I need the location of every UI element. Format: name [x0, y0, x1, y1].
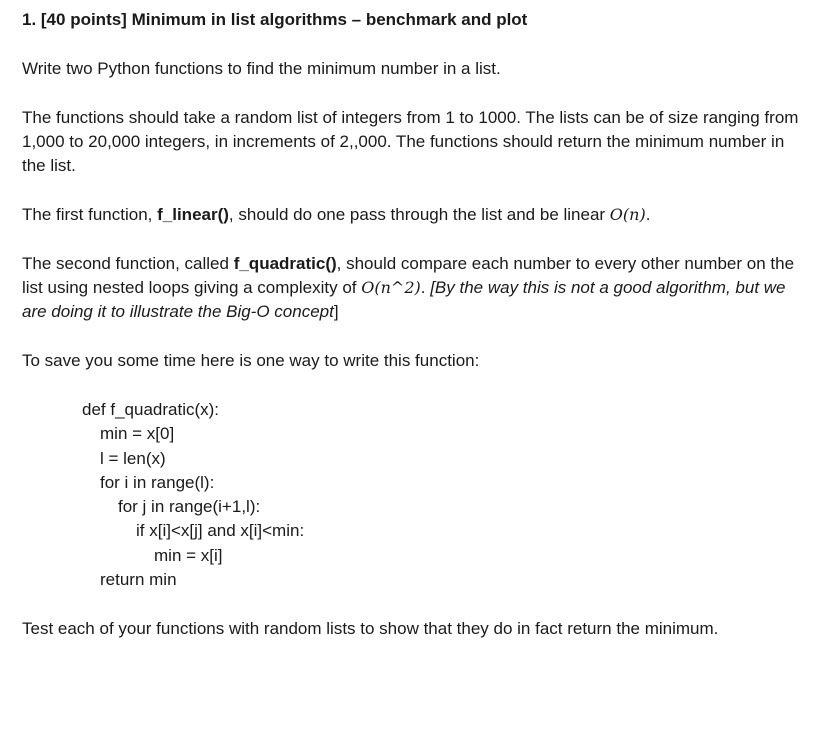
code-line: min = x[0] [100, 424, 175, 444]
code-intro-paragraph: To save you some time here is one way to write this function: [22, 351, 480, 370]
spacer [22, 178, 802, 203]
spacer [22, 81, 802, 106]
spacer [22, 227, 802, 252]
question-heading: 1. [40 points] Minimum in list algorithms – benchmark and plot [22, 10, 528, 29]
text-span: . [645, 205, 651, 224]
quadratic-function-paragraph [22, 252, 802, 324]
requirements-paragraph: The functions should take a random list of integers from 1 to 1000. The lists can be of size ranging from 1,000 to 20,000 integers, in increments of 2,,000. The functions should return the minimum number in the list. [22, 108, 799, 175]
intro-paragraph: Write two Python functions to find the minimum number in a list. [22, 59, 501, 78]
text-span: . [420, 278, 431, 297]
code-line: min = x[i] [154, 545, 223, 565]
spacer [22, 324, 802, 349]
code-line: l = len(x) [100, 448, 166, 468]
function-name-linear: f_linear() [157, 205, 229, 224]
code-line: if x[i]<x[j] and x[i]<min: [136, 521, 305, 541]
spacer [22, 592, 802, 617]
spacer [22, 32, 802, 57]
linear-function-paragraph [22, 203, 802, 227]
complexity-quadratic: O(n^2) [361, 278, 421, 297]
aside-note: [By the way this is not a good algorithm, but we are doing it to illustrate the Big-O concept [22, 278, 786, 321]
code-block [82, 398, 802, 592]
spacer [22, 373, 802, 398]
testing-paragraph: Test each of your functions with random lists to show that they do in fact return the minimum. [22, 619, 719, 639]
document-page [22, 8, 802, 641]
complexity-linear: O(n) [609, 205, 646, 224]
function-name-quadratic: f_quadratic() [233, 254, 337, 273]
code-line: for j in range(i+1,l): [118, 497, 261, 517]
text-span: ] [333, 302, 339, 321]
text-span: , should compare each number to every other number on the list using nested loops giving a complexity of [22, 254, 795, 297]
code-line: for i in range(l): [100, 472, 215, 492]
text-span: The first function, [22, 205, 158, 224]
text-span: , should do one pass through the list and be linear [228, 205, 610, 224]
code-line: return min [100, 570, 177, 590]
text-span: The second function, called [22, 254, 234, 273]
code-line: def f_quadratic(x): [82, 400, 220, 419]
